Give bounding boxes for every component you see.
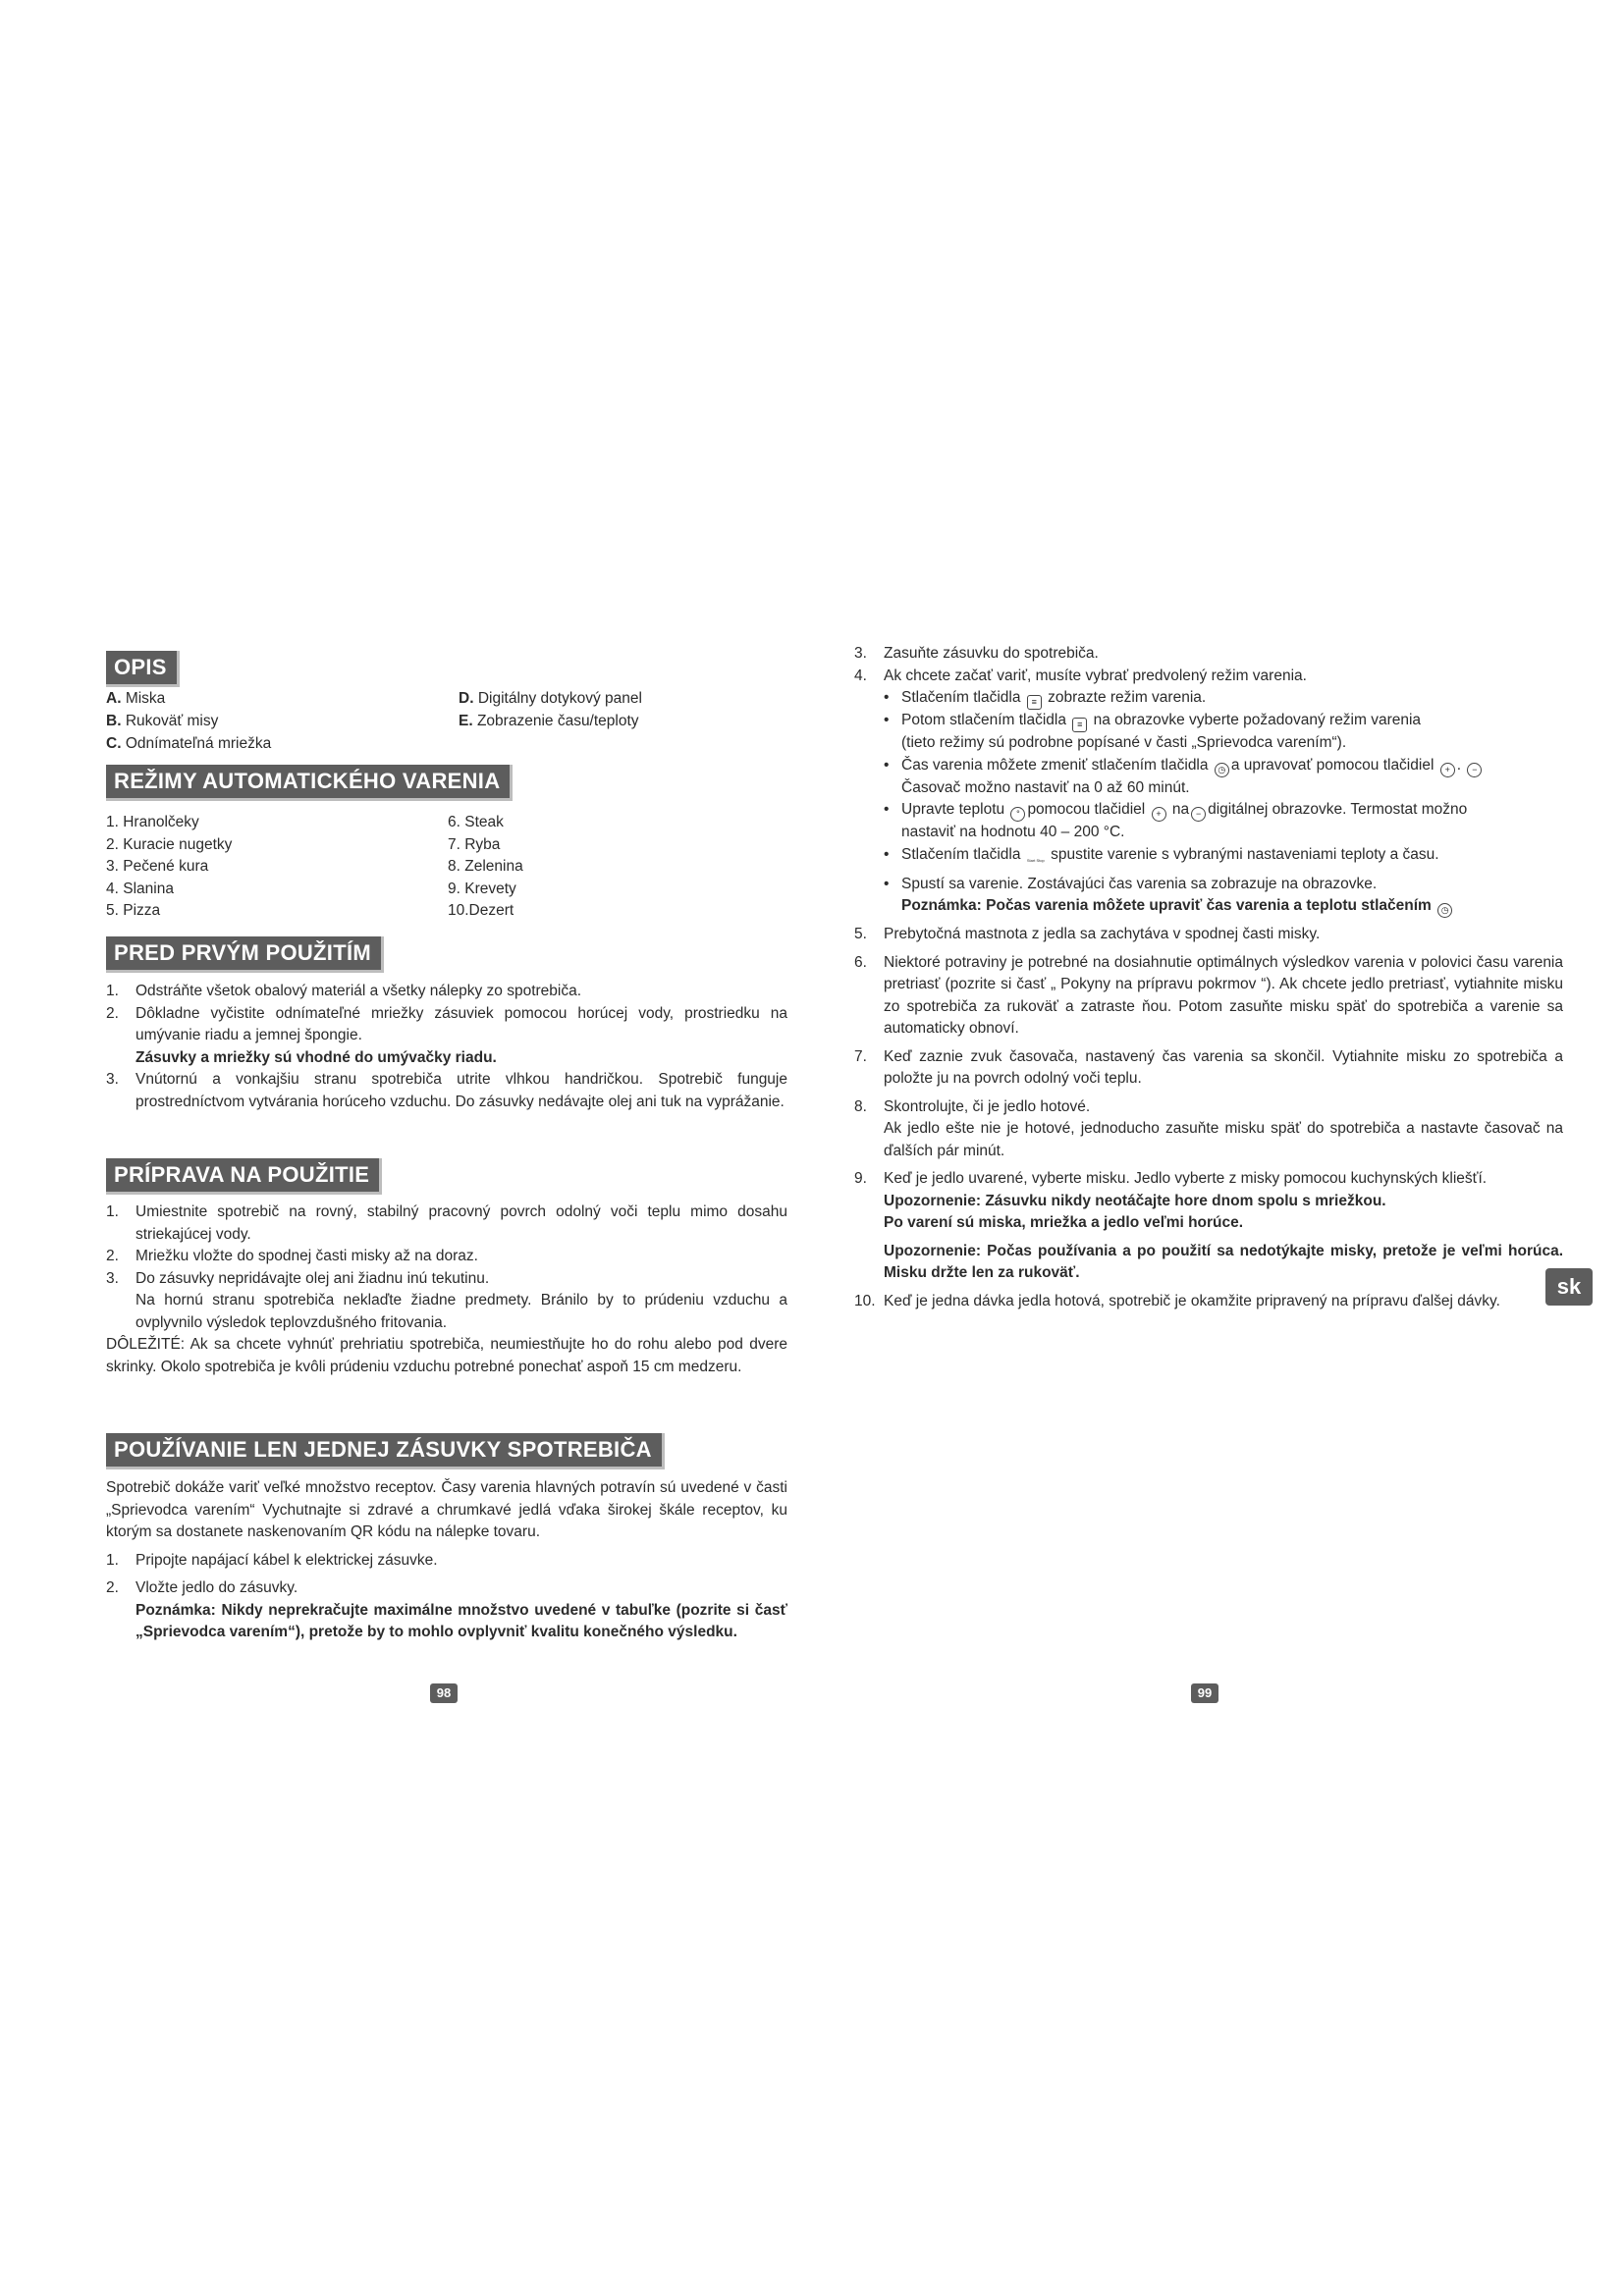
item-text: Keď zaznie zvuk časovača, nastavený čas varenia sa skončil. Vytiahnite misku zo spotrebiča a položte ju na povrch odolný voči teplu. (884, 1047, 1563, 1087)
item-number: 1. (106, 1551, 119, 1569)
warning-text: Po varení sú miska, mriežka a jedlo veľmi horúce. (884, 1214, 1244, 1231)
part-c (106, 733, 271, 756)
section-heading-priprava: PRÍPRAVA NA POUŽITIE (106, 1158, 382, 1195)
mode-item: 6. Steak (448, 814, 504, 830)
menu-icon: ≡ (1072, 718, 1087, 732)
mode-item: 8. Zelenina (448, 858, 523, 875)
part-text: Zobrazenie času/teploty (476, 713, 639, 729)
item-bold-note: Zásuvky a mriežky sú vhodné do umývačky riadu. (135, 1048, 497, 1066)
list-item (106, 981, 787, 1003)
item-number: 3. (854, 645, 867, 662)
item-text: Vnútornú a vonkajšiu stranu spotrebiča utrite vlhkou handričkou. Spotrebič funguje prostredníctvom vytvárania horúceho vzduchu. Do zásuvky nedávajte olej ani tuk na vyprážanie. (135, 1071, 787, 1110)
bullet-note: Poznámka: Počas varenia môžete upraviť čas varenia a teplotu stlačením ◷ (854, 895, 1563, 918)
item-text: Ak chcete začať variť, musíte vybrať predvolený režim varenia. (884, 667, 1307, 684)
part-e (459, 711, 639, 733)
list-item (854, 924, 1563, 946)
bullet-continuation: Časovač možno nastaviť na 0 až 60 minút. (901, 778, 1190, 796)
item-text: Pripojte napájací kábel k elektrickej zásuvke. (135, 1551, 438, 1569)
item-subtext: Ak jedlo ešte nie je hotové, jednoducho zasuňte misku späť do spotrebiča a nastavte časovač na ďalších pár minút. (884, 1120, 1563, 1159)
important-note: DÔLEŽITÉ: Ak sa chcete vyhnúť prehriatiu spotrebiča, neumiestňujte ho do rohu alebo pod dvere skrinky. Okolo spotrebiča je kvôli prúdeniu vzduchu potrebné ponechať aspoň 15 cm medzeru. (106, 1336, 787, 1375)
part-letter: D. (459, 690, 474, 707)
bullet-continuation: nastaviť na hodnotu 40 – 200 °C. (901, 824, 1125, 840)
item-number: 8. (854, 1097, 867, 1115)
part-letter: C. (106, 735, 122, 752)
item-number: 7. (854, 1047, 867, 1065)
part-text: Miska (125, 690, 166, 707)
bullet-item: • Stlačením tlačidla Start Stop spustite varenie s vybranými nastaveniami teploty a času. (854, 844, 1563, 874)
pred-list (106, 981, 787, 1113)
list-item (106, 1268, 787, 1291)
item-number: 3. (106, 1269, 119, 1287)
item-subtext: Na hornú stranu spotrebiča neklaďte žiadne predmety. Bránilo by to prúdeniu vzduchu a ovplyvnilo výsledok teplovzdušného fritovania. (135, 1292, 787, 1331)
item-bold-note: Poznámka: Nikdy neprekračujte maximálne množstvo uvedené v tabuľke (pozrite si časť „Sprievodca varením“), pretože by to mohlo ovplyvniť kvalitu konečného výsledku. (135, 1601, 787, 1640)
item-text: Skontrolujte, či je jedlo hotové. (884, 1097, 1091, 1115)
part-letter: E. (459, 713, 473, 729)
mode-item: 7. Ryba (448, 835, 501, 853)
list-item (106, 1550, 787, 1573)
item-number: 4. (854, 667, 867, 684)
item-number: 9. (854, 1170, 867, 1187)
item-number: 5. (854, 926, 867, 942)
list-item (106, 1246, 787, 1268)
item-text: Odstráňte všetok obalový materiál a všetky nálepky zo spotrebiča. (135, 983, 582, 999)
part-letter: B. (106, 713, 122, 729)
item-text: Do zásuvky nepridávajte olej ani žiadnu inú tekutinu. (135, 1269, 490, 1287)
item-number: 1. (106, 983, 119, 999)
list-item (854, 643, 1563, 666)
list-item (854, 1046, 1563, 1091)
mode-item: 1. Hranolčeky (106, 814, 199, 830)
bullet-item: • Čas varenia môžete zmeniť stlačením tlačidla ◷ a upravovať pomocou tlačidiel + . − (854, 755, 1563, 777)
section-heading-opis: OPIS (106, 651, 180, 687)
timer-thermometer-icon: ◷ (1437, 903, 1452, 918)
list-item (854, 1096, 1563, 1119)
pouzivanie-content (106, 1477, 787, 1644)
part-text: Odnímateľná mriežka (125, 735, 272, 752)
list-item (106, 1003, 787, 1047)
plus-icon: + (1152, 807, 1166, 822)
item-number: 6. (854, 953, 867, 971)
mode-item: 10.Dezert (448, 902, 514, 919)
part-text: Rukoväť misy (125, 713, 219, 729)
list-item (106, 1577, 787, 1600)
plus-icon: + (1440, 763, 1455, 777)
item-number: 1. (106, 1203, 119, 1220)
item-number: 2. (106, 1004, 119, 1022)
page-number: 98 (430, 1683, 458, 1703)
minus-icon: − (1191, 807, 1206, 822)
bullet-item: • Potom stlačením tlačidla ≡ na obrazovke vyberte požadovaný režim varenia (854, 710, 1563, 732)
priprava-list (106, 1201, 787, 1378)
item-text: Keď je jedlo uvarené, vyberte misku. Jedlo vyberte z misky pomocou kuchynských kliešťí. (884, 1170, 1488, 1187)
item-text: Vložte jedlo do zásuvky. (135, 1579, 298, 1596)
part-letter: A. (106, 690, 122, 707)
list-item (106, 1069, 787, 1113)
list-item (854, 1168, 1563, 1191)
warning-text: Upozornenie: Zásuvku nikdy neotáčajte hore dnom spolu s mriežkou. (884, 1192, 1386, 1209)
timer-icon: ◷ (1215, 763, 1229, 777)
item-text: Zasuňte zásuvku do spotrebiča. (884, 645, 1099, 662)
page-number: 99 (1191, 1683, 1218, 1703)
item-text: Dôkladne vyčistite odnímateľné mriežky zásuviek pomocou horúcej vody, prostriedku na umývanie riadu a jemnej špongie. (135, 1004, 787, 1043)
item-text: Niektoré potraviny je potrebné na dosiahnutie optimálnych výsledkov varenia v polovici času varenia pretriasť (pozrite si časť „ Pokyny na prípravu pokrmov “). Ak chcete jedlo pretriasť, vytiahnite misku zo spotrebiča za rukoväť a zatraste ňou. Potom zasuňte misku späť do spotrebiča a varenie sa automaticky obnoví. (884, 953, 1563, 1037)
list-item (854, 1291, 1563, 1313)
section-heading-pouzivanie: POUŽÍVANIE LEN JEDNEJ ZÁSUVKY SPOTREBIČA (106, 1433, 665, 1469)
mode-item: 5. Pizza (106, 902, 161, 919)
warning-text: Upozornenie: Počas používania a po použití sa nedotýkajte misky, pretože je veľmi horúca. Misku držte len za rukoväť. (884, 1242, 1563, 1281)
part-d (459, 688, 642, 711)
list-item (854, 952, 1563, 1041)
right-content (854, 643, 1563, 1312)
start-stop-icon: Start Stop (1026, 857, 1045, 863)
list-item (106, 1201, 787, 1246)
thermometer-icon: ° (1010, 807, 1025, 822)
item-number: 10. (854, 1292, 876, 1309)
modes-column-2 (448, 812, 742, 923)
part-b (106, 711, 218, 733)
modes-column-1 (106, 812, 401, 923)
item-number: 3. (106, 1071, 119, 1088)
item-text: Umiestnite spotrebič na rovný, stabilný pracovný povrch odolný voči teplu mimo dosahu striekajúcej vody. (135, 1203, 787, 1243)
bullet-continuation: (tieto režimy sú podrobne popísané v časti „Sprievodca varením“). (901, 734, 1347, 751)
mode-item: 3. Pečené kura (106, 858, 209, 875)
bullet-item: • Upravte teplotu ° pomocou tlačidiel + na − digitálnej obrazovke. Termostat možno (854, 799, 1563, 822)
item-text: Keď je jedna dávka jedla hotová, spotrebič je okamžite pripravený na prípravu ďalšej dávky. (884, 1292, 1500, 1309)
item-number: 2. (106, 1579, 119, 1596)
part-a (106, 688, 165, 711)
item-number: 2. (106, 1248, 119, 1264)
bullet-item: • Spustí sa varenie. Zostávajúci čas varenia sa zobrazuje na obrazovke. (884, 875, 1378, 892)
section-heading-rezimy: REŽIMY AUTOMATICKÉHO VARENIA (106, 765, 513, 801)
mode-item: 9. Krevety (448, 880, 516, 897)
minus-icon: − (1467, 763, 1482, 777)
mode-item: 2. Kuracie nugetky (106, 835, 233, 853)
item-text: Prebytočná mastnota z jedla sa zachytáva v spodnej časti misky. (884, 926, 1321, 942)
intro-paragraph: Spotrebič dokáže variť veľké množstvo receptov. Časy varenia hlavných potravín sú uvedené v časti „Sprievodca varením“ Vychutnajte si zdravé a chrumkavé jedlá vďaka širokej škále receptov, ku ktorým sa dostanete naskenovaním QR kódu na nálepke tovaru. (106, 1479, 787, 1540)
right-page (812, 0, 1624, 2296)
list-item (854, 666, 1563, 688)
section-heading-pred-prvym: PRED PRVÝM POUŽITÍM (106, 936, 384, 973)
bullet-item: • Stlačením tlačidla ≡ zobrazte režim varenia. (854, 687, 1563, 710)
item-text: Mriežku vložte do spodnej časti misky až na doraz. (135, 1248, 478, 1264)
part-text: Digitálny dotykový panel (477, 690, 642, 707)
language-tab: sk (1545, 1268, 1593, 1306)
menu-icon: ≡ (1027, 695, 1042, 710)
mode-item: 4. Slanina (106, 880, 174, 897)
